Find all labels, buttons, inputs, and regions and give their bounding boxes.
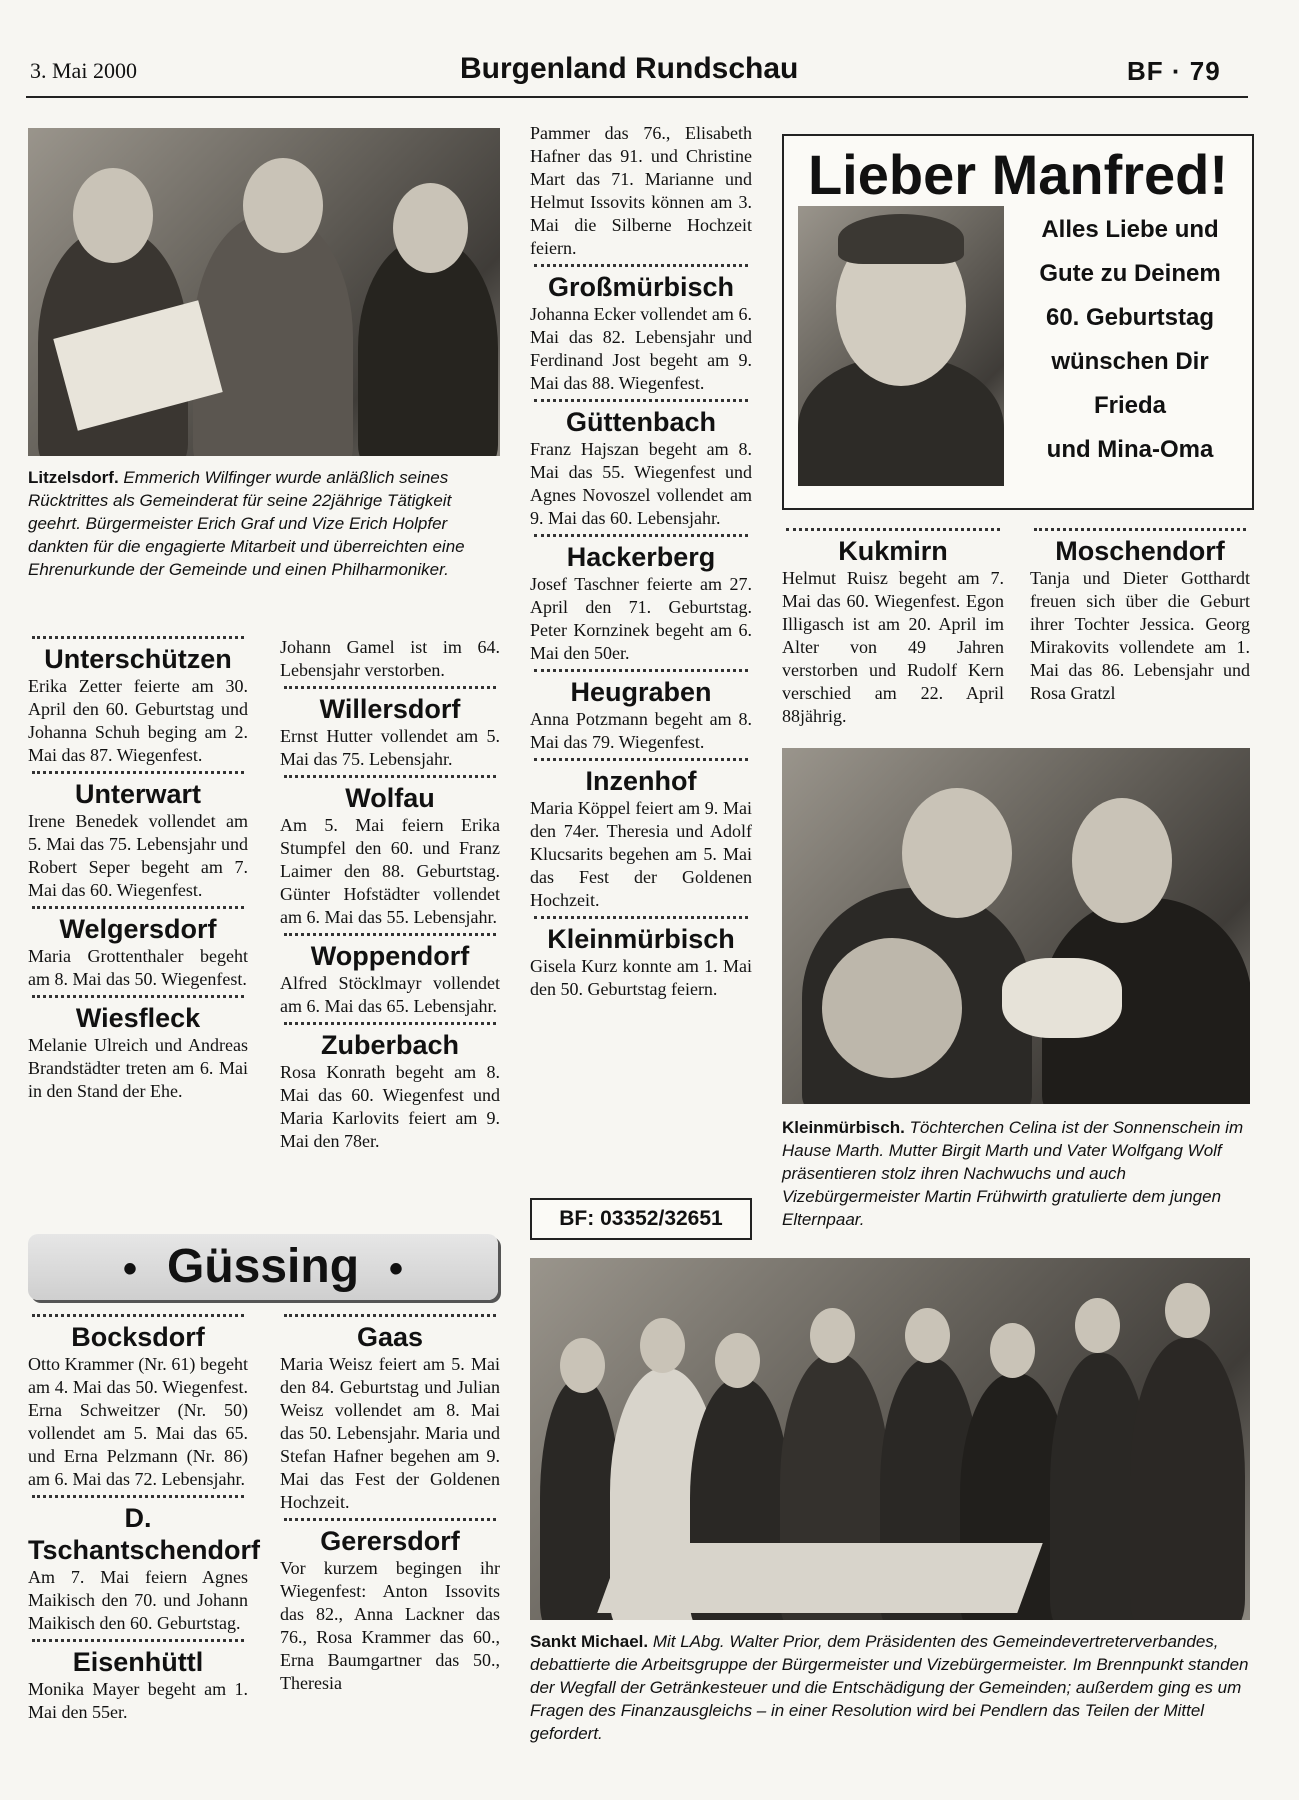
litzelsdorf-caption: Litzelsdorf. Emmerich Wilfinger wurde anläßlich seines Rücktrittes als Gemeinderat für seine 22jährige Tätigkeit geehrt. Bürgermeister Erich Graf und Vize Erich Holpfer dankten für die engagierte Mitarbeit und überreichten eine Ehrenurkunde der Gemeinde und einen Philharmoniker. <box>28 468 465 579</box>
section-moschendorf: Moschendorf Tanja und Dieter Gotthardt freuen sich über die Geburt ihrer Tochter Jessica. Georg Mirakovits vollendete am 1. Mai das 86. Lebensjahr und Rosa Gratzl <box>1030 528 1250 705</box>
section-unterwart: Unterwart Irene Benedek vollendet am 5. Mai das 75. Lebensjahr und Robert Seper begeht am 7. Mai das 60. Wiegenfest. <box>28 771 248 902</box>
guessing-column-a <box>28 1310 261 1724</box>
column-2 <box>280 636 500 1153</box>
ad-message: Alles Liebe und Gute zu Deinem 60. Geburtstag wünschen Dir Frieda und Mina-Oma <box>1039 216 1221 463</box>
section-eisenhuettl: Eisenhüttl Monika Mayer begeht am 1. Mai den 55er. <box>28 1639 248 1724</box>
column-2-lead: Johann Gamel ist im 64. Lebensjahr verstorben. <box>280 637 500 680</box>
section-zuberbach: Zuberbach Rosa Konrath begeht am 8. Mai das 60. Wiegenfest und Maria Karlovits feiert am 9. Mai den 78er. <box>280 1022 500 1153</box>
section-gaas: Gaas Maria Weisz feiert am 5. Mai den 84. Geburtstag und Julian Weisz vollendet am 8. Mai das 50. Lebensjahr. Maria und Stefan Hafner begehen am 9. Mai das Fest der Goldenen Hochzeit. <box>280 1314 500 1514</box>
ad-portrait <box>798 206 1004 486</box>
section-kukmirn: Kukmirn Helmut Ruisz begeht am 7. Mai das 60. Wiegenfest. Egon Illigasch ist am 20. April im Alter von 49 Jahren verstorben und Rudolf Kern verschied am 22. April 88jährig. <box>782 528 1004 728</box>
issue-date: 3. Mai 2000 <box>30 58 137 83</box>
section-willersdorf: Willersdorf Ernst Hutter vollendet am 5. Mai das 75. Lebensjahr. <box>280 686 500 771</box>
guessing-banner: • Güssing • <box>28 1234 498 1300</box>
column-1 <box>28 632 248 1103</box>
section-woppendorf: Woppendorf Alfred Stöcklmayr vollendet am 6. Mai das 65. Lebensjahr. <box>280 933 500 1018</box>
section-guettenbach: Güttenbach Franz Hajszan begeht am 8. Mai das 55. Wiegenfest und Agnes Novoszel vollendet am 9. Mai das 60. Lebensjahr. <box>530 399 752 530</box>
section-gerersdorf: Gerersdorf Vor kurzem begingen ihr Wiegenfest: Anton Issovits das 82., Anna Lackner das 76., Rosa Krammer das 60., Erna Baumgartner das 50., Theresia <box>280 1518 500 1695</box>
column-3-lead: Pammer das 76., Elisabeth Hafner das 91. und Christine Mart das 71. Marianne und Helmut Issovits können am 3. Mai die Silberne Hochzeit feiern. <box>530 123 752 258</box>
group-caption: Sankt Michael. Mit LAbg. Walter Prior, dem Präsidenten des Gemeindevertreterverbandes, debattierte die Arbeitsgruppe der Bürgermeister und Vizebürgermeister. Im Brennpunkt standen der Wegfall der Getränkesteuer und die Entschädigung der Gemeinden; außerdem ging es um Fragen des Finanzausgleichs – in einer Resolution wird bei Pendlern das Teilen der Mittel gefordert. <box>530 1632 1249 1743</box>
column-kukmirn <box>782 524 1004 728</box>
column-3 <box>530 122 752 1001</box>
litzelsdorf-photo <box>28 128 500 456</box>
phone-box: BF: 03352/32651 <box>530 1198 752 1240</box>
header-rule <box>26 96 1248 98</box>
section-wiesfleck: Wiesfleck Melanie Ulreich und Andreas Brandstädter treten am 6. Mai in den Stand der Ehe. <box>28 995 248 1103</box>
section-grossmuerbisch: Großmürbisch Johanna Ecker vollendet am 6. Mai das 82. Lebensjahr und Ferdinand Jost begeht am 9. Mai das 88. Wiegenfest. <box>530 264 752 395</box>
page-label: BF · 79 <box>1127 56 1221 86</box>
group-photo <box>530 1258 1250 1620</box>
newspaper-title: Burgenland Rundschau <box>460 52 799 85</box>
column-moschendorf <box>1030 524 1250 705</box>
family-photo <box>782 748 1250 1104</box>
family-caption: Kleinmürbisch. Töchterchen Celina ist der Sonnenschein im Hause Marth. Mutter Birgit Marth und Vater Wolfgang Wolf präsentieren stolz ihren Nachwuchs und auch Vizebürgermeister Martin Frühwirth gratulierte dem jungen Elternpaar. <box>782 1118 1244 1229</box>
section-unterschuetzen: Unterschützen Erika Zetter feierte am 30. April den 60. Geburtstag und Johanna Schuh beging am 2. Mai das 87. Wiegenfest. <box>28 636 248 767</box>
section-hackerberg: Hackerberg Josef Taschner feierte am 27. April den 71. Geburtstag. Peter Kornzinek begeht am 6. Mai den 50er. <box>530 534 752 665</box>
section-inzenhof: Inzenhof Maria Köppel feiert am 9. Mai den 74er. Theresia und Adolf Klucsarits begehen am 5. Mai das Fest der Goldenen Hochzeit. <box>530 758 752 912</box>
section-welgersdorf: Welgersdorf Maria Grottenthaler begeht am 8. Mai das 50. Wiegenfest. <box>28 906 248 991</box>
guessing-column-b <box>280 1310 500 1695</box>
birthday-ad <box>782 134 1254 510</box>
section-wolfau: Wolfau Am 5. Mai feiern Erika Stumpfel den 60. und Franz Laimer den 88. Geburtstag. Günter Hofstädter vollendet am 6. Mai das 55. Lebensjahr. <box>280 775 500 929</box>
section-bocksdorf: Bocksdorf Otto Krammer (Nr. 61) begeht am 4. Mai das 50. Wiegenfest. Erna Schweitzer (Nr. 50) vollendet am 5. Mai das 65. und Erna Pelzmann (Nr. 86) am 6. Mai das 72. Lebensjahr. <box>28 1314 248 1491</box>
section-kleinmuerbisch: Kleinmürbisch Gisela Kurz konnte am 1. Mai den 50. Geburtstag feiern. <box>530 916 752 1001</box>
section-d-tschantschendorf: D. Tschantschendorf Am 7. Mai feiern Agnes Maikisch den 70. und Johann Maikisch den 60. Geburtstag. <box>28 1495 248 1635</box>
ad-title: Lieber Manfred! <box>807 143 1229 206</box>
section-heugraben: Heugraben Anna Potzmann begeht am 8. Mai das 79. Wiegenfest. <box>530 669 752 754</box>
